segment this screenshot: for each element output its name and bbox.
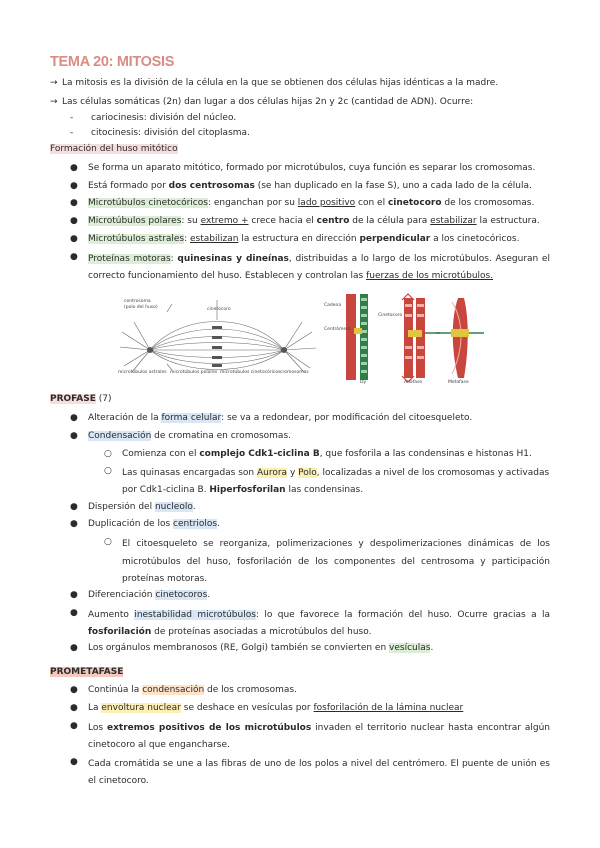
label-cinetocoro: cinetocoro [207,307,231,312]
label-cinetocoro-2: Cinetocoro [378,313,403,318]
label-metafase: Metafase [448,380,469,384]
list-item: - citocinesis: división del citoplasma. [70,128,250,138]
section-heading-profase: PROFASE (7) [50,394,112,404]
label-centrosoma: centrosoma [124,299,151,304]
intro-line-2: → Las células somáticas (2n) dan lugar a dos células hijas 2n y 2c (cantidad de ADN). Ocurre: [50,96,550,110]
label-dy: Dy [360,380,367,384]
arrow-icon: → [50,97,58,107]
label-cinetocoricos: microtúbulos cinetocóricos [220,370,281,374]
document-page: TEMA 20: MITOSIS → La mitosis es la división de la célula en la que se obtienen dos células hijas idénticas a la madre. → Las células somáticas (2n) dan lugar a dos células hijas 2n y 2c (cantidad de ADN). Ocurre: - cariocinesis: división del núcleo. - citocinesis: división del citoplasma. Formación del huso mitótico ● Se forma un aparato mitótico, formado por microtúbulos, cuya función es separar los cromosomas. ● Está formado por dos centrosomas (se han duplicado en la fase S), uno a cada lado de la célula. ● Microtúbulos cinetocóricos: enganchan por su lado positivo con el cinetocoro de los cromosomas. ● Microtúbulos polares: su extremo + crece hacia el centro de la célula para estabilizar la estructura. ● Microtúbulos astrales: estabilizan la estructura en dirección perpendicular a los cinetocóricos. ● Proteínas motoras: quinesinas y dineínas, distribuidas a lo largo de los microtúbulos. Aseguran el correcto funcionamiento del huso. Establecen y controlan las fuerzas de los microtúbulos. centrosoma (polo del huso) cinetocoro microtúbulos astrales microtúbulos polares microtúbulos cinetocóricos cromosomas Cadena Centrómero Cinetocoro Dy Anafase Metafase PROFASE (7) ● Alteración de la forma celular: se va a redondear, por modificación del citoesqueleto. ● Condensación de cromatina en cromosomas. ○ Comienza con el complejo Cdk1-ciclina B, que fosforila a las condensinas e histonas H1. ○ Las quinasas encargadas son Aurora y Polo, localizadas a nivel de los cromosomas y activadas por Cdk1-ciclina B. Hiperfosforilan las condensinas. ● Dispersión del nucleolo. ● Duplicación de los centriolos. ○ El citoesqueleto se reorganiza, polimerizaciones y despolimerizaciones dinámicas de los microtúbulos del huso, fosforilación de los componentes del centrosoma y participación proteínas motoras. ● Diferenciación cinetocoros. ● Aumento inestabilidad microtúbulos: lo que favorece la formación del huso. Ocurre gracias a la fosforilación de proteínas asociadas a microtúbulos del huso. ● Los orgánulos membranosos (RE, Golgi) también se convierten en vesículas. PROMETAFASE ● Continúa la condensación de los cromosomas. ● La envoltura nuclear se deshace en vesículas por fosforilación de la lámina nuclear ● Los extremos positivos de los microtúbulos invaden el territorio nuclear hasta encontrar algún cinetocoro al que engancharse. ● Cada cromátida se une a las fibras de uno de los polos a nivel del centrómero. El puente de unión es el cinetocoro. [50,54,551,786]
label-centromero: Centrómero [324,327,351,332]
label-polares: microtúbulos polares [170,370,218,374]
label-anafase: Anafase [404,380,423,384]
label-polo: (polo del huso) [124,305,158,310]
spindle-diagram [112,292,322,374]
label-astrales: microtúbulos astrales [118,370,167,374]
intro-line-1: → La mitosis es la división de la célula en la que se obtienen dos células hijas idénticas a la madre. [50,77,550,91]
section-heading-prometafase: PROMETAFASE [50,667,124,677]
kinetochore-diagram [324,292,489,384]
section-heading-huso: Formación del huso mitótico [50,144,178,154]
label-cadena: Cadena [324,303,342,308]
list-item: - cariocinesis: división del núcleo. [70,113,237,123]
arrow-icon: → [50,78,58,88]
label-cromosomas: cromosomas [280,370,309,374]
page-title: TEMA 20: MITOSIS [50,54,175,70]
